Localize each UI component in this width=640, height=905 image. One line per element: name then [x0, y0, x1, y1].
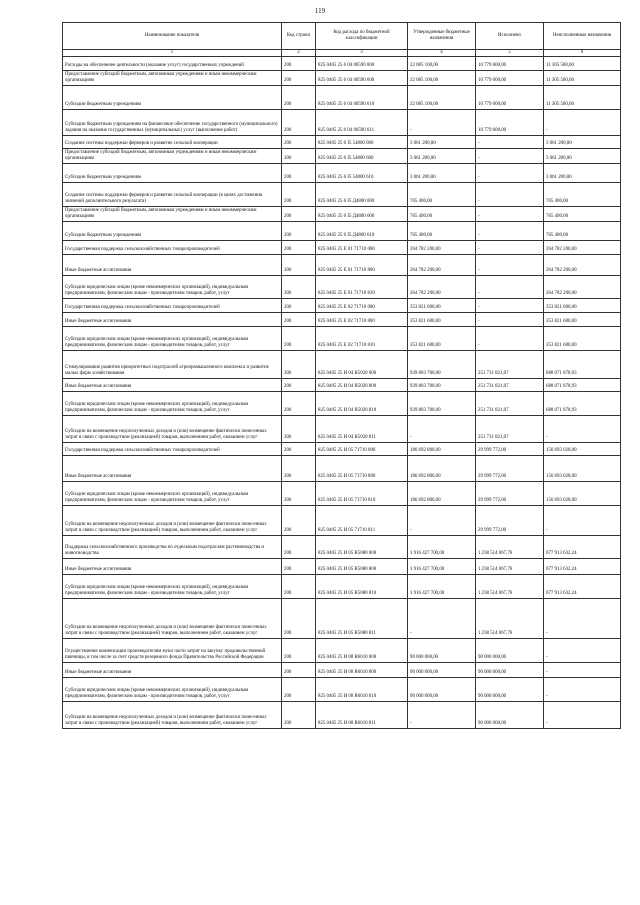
- row-approved: 939 803 700,00: [408, 350, 476, 378]
- row-approved: 186 692 800,00: [408, 481, 476, 505]
- row-budget-code: 825 0405 25 И 04 R5020 800: [316, 378, 408, 391]
- table-row: [63, 378, 621, 391]
- row-line-code: 200: [282, 701, 316, 728]
- row-unexecuted: -: [544, 677, 621, 701]
- row-budget-code: 825 0405 25 И 05 R5080 800: [316, 558, 408, 574]
- row-executed: -: [476, 182, 544, 206]
- row-approved: 353 821 600,00: [408, 326, 476, 350]
- column-number: 1: [63, 50, 282, 57]
- column-number: 5: [476, 50, 544, 57]
- header-executed: Исполнено: [476, 23, 544, 50]
- row-line-code: 200: [282, 312, 316, 326]
- row-budget-code: 825 0405 25 И 05 R5080 000: [316, 535, 408, 558]
- row-budget-code: 825 0405 25 И 08 R6010 800: [316, 662, 408, 677]
- row-name: Субсидии юридическим лицам (кроме некоммерческих организаций), индивидуальным предпринимателям, физическим лицам - производителям товаров, работ, услуг: [63, 481, 282, 505]
- table-row: [63, 312, 621, 326]
- row-unexecuted: 3 061 200,00: [544, 163, 621, 182]
- table-row: [63, 326, 621, 350]
- row-approved: 1 916 427 700,00: [408, 558, 476, 574]
- row-line-code: 200: [282, 350, 316, 378]
- row-unexecuted: 156 693 028,00: [544, 442, 621, 455]
- table-row: [63, 455, 621, 481]
- row-approved: 765 400,00: [408, 182, 476, 206]
- header-indicator-name: Наименование показателя: [63, 23, 282, 50]
- row-line-code: 200: [282, 206, 316, 221]
- row-approved: 90 000 000,00: [408, 677, 476, 701]
- row-unexecuted: -: [544, 505, 621, 535]
- row-executed: -: [476, 135, 544, 148]
- row-executed: 29 999 772,00: [476, 442, 544, 455]
- table-row: [63, 558, 621, 574]
- row-budget-code: 825 0405 25 Е 02 71710 000: [316, 298, 408, 312]
- row-unexecuted: 688 071 878,93: [544, 391, 621, 415]
- row-unexecuted: -: [544, 109, 621, 135]
- row-budget-code: 825 0405 25 И 05 R5080 810: [316, 574, 408, 598]
- row-line-code: 200: [282, 109, 316, 135]
- row-budget-code: 825 0405 25 6 I5 54800 610: [316, 163, 408, 182]
- row-unexecuted: 677 913 632,24: [544, 574, 621, 598]
- table-row: [63, 677, 621, 701]
- row-line-code: 200: [282, 455, 316, 481]
- row-executed: 90 000 000,00: [476, 638, 544, 662]
- table-body: [63, 57, 621, 729]
- row-unexecuted: 353 821 600,00: [544, 312, 621, 326]
- table-row: [63, 148, 621, 163]
- row-name: Иные бюджетные ассигнования: [63, 312, 282, 326]
- table-row: [63, 701, 621, 728]
- row-budget-code: 825 0405 25 6 04 00590 610: [316, 85, 408, 109]
- row-budget-code: 825 0405 25 6 I5 54800 600: [316, 148, 408, 163]
- row-executed: 10 779 600,00: [476, 109, 544, 135]
- row-approved: -: [408, 415, 476, 442]
- table-row: [63, 662, 621, 677]
- row-approved: 3 061 200,00: [408, 163, 476, 182]
- row-unexecuted: 264 782 200,00: [544, 254, 621, 275]
- table-header-row: [63, 23, 621, 50]
- row-unexecuted: 156 693 028,00: [544, 481, 621, 505]
- row-approved: 765 400,00: [408, 221, 476, 240]
- row-unexecuted: 3 061 200,00: [544, 135, 621, 148]
- column-number: 2: [282, 50, 316, 57]
- row-executed: -: [476, 326, 544, 350]
- row-approved: 3 061 200,00: [408, 148, 476, 163]
- row-unexecuted: 11 305 500,00: [544, 57, 621, 71]
- row-budget-code: 825 0405 25 И 04 R5020 810: [316, 391, 408, 415]
- row-line-code: 200: [282, 505, 316, 535]
- row-name: Осуществление компенсации производителям муки части затрат на закупку продовольственной пшеницы, в том числе за счет средств резервного фонда Правительства Российской Федерации: [63, 638, 282, 662]
- table-row: [63, 85, 621, 109]
- row-executed: 251 731 821,07: [476, 350, 544, 378]
- row-unexecuted: -: [544, 701, 621, 728]
- row-name: Субсидии бюджетным учреждениям: [63, 85, 282, 109]
- row-executed: 90 000 000,00: [476, 701, 544, 728]
- table-row: [63, 505, 621, 535]
- row-name: Субсидии бюджетным учреждениям: [63, 163, 282, 182]
- row-executed: 251 731 821,07: [476, 378, 544, 391]
- column-number-row: [63, 50, 621, 57]
- row-budget-code: 825 0405 25 Е 01 71710 810: [316, 275, 408, 298]
- header-unexecuted: Неисполненные назначения: [544, 23, 621, 50]
- row-unexecuted: 677 913 632,24: [544, 535, 621, 558]
- row-name: Субсидии бюджетным учреждениям: [63, 221, 282, 240]
- row-executed: 10 779 600,00: [476, 85, 544, 109]
- table-row: [63, 163, 621, 182]
- row-line-code: 200: [282, 221, 316, 240]
- table-row: [63, 206, 621, 221]
- row-executed: 29 999 772,00: [476, 505, 544, 535]
- row-budget-code: 825 0405 25 И 04 R5020 000: [316, 350, 408, 378]
- row-name: Предоставление субсидий бюджетным, автономным учреждениям и иным некоммерческим организациям: [63, 148, 282, 163]
- row-line-code: 200: [282, 275, 316, 298]
- row-budget-code: 825 0405 25 И 08 R6010 811: [316, 701, 408, 728]
- row-name: Субсидии на возмещение недополученных доходов и (или) возмещение фактически понесенных затрат в связи с производством (реализацией) товаров, выполнением работ, оказанием услуг: [63, 415, 282, 442]
- row-budget-code: 825 0405 25 И 05 71710 000: [316, 442, 408, 455]
- row-budget-code: 825 0405 25 Е 01 71710 000: [316, 240, 408, 254]
- row-executed: -: [476, 312, 544, 326]
- row-budget-code: 825 0405 25 6 04 00590 000: [316, 57, 408, 71]
- row-line-code: 200: [282, 598, 316, 638]
- row-unexecuted: 765 400,00: [544, 182, 621, 206]
- row-budget-code: 825 0405 25 И 08 R6010 810: [316, 677, 408, 701]
- row-line-code: 200: [282, 326, 316, 350]
- row-budget-code: 825 0405 25 И 05 71710 800: [316, 455, 408, 481]
- table-row: [63, 221, 621, 240]
- row-name: Субсидии на возмещение недополученных доходов и (или) возмещение фактически понесенных затрат в связи с производством (реализацией) товаров, выполнением работ, оказанием услуг: [63, 701, 282, 728]
- table-row: [63, 535, 621, 558]
- row-approved: -: [408, 701, 476, 728]
- row-name: Субсидии юридическим лицам (кроме некоммерческих организаций), индивидуальным предпринимателям, физическим лицам - производителям товаров, работ, услуг: [63, 574, 282, 598]
- row-name: Поддержка сельскохозяйственного производства по отдельным подотраслям растениеводства и животноводства: [63, 535, 282, 558]
- row-executed: 1 238 514 067,76: [476, 574, 544, 598]
- row-line-code: 200: [282, 135, 316, 148]
- row-line-code: 200: [282, 163, 316, 182]
- table-row: [63, 109, 621, 135]
- row-name: Иные бюджетные ассигнования: [63, 662, 282, 677]
- row-budget-code: 825 0405 25 И 04 R5020 811: [316, 415, 408, 442]
- row-line-code: 200: [282, 442, 316, 455]
- row-budget-code: 825 0405 25 И 05 R5080 811: [316, 598, 408, 638]
- row-unexecuted: 264 782 200,00: [544, 275, 621, 298]
- row-name: Иные бюджетные ассигнования: [63, 558, 282, 574]
- row-executed: 10 779 600,00: [476, 57, 544, 71]
- row-line-code: 200: [282, 57, 316, 71]
- row-unexecuted: -: [544, 415, 621, 442]
- row-approved: -: [408, 109, 476, 135]
- row-line-code: 200: [282, 574, 316, 598]
- table-row: [63, 298, 621, 312]
- row-name: Субсидии юридическим лицам (кроме некоммерческих организаций), индивидуальным предпринимателям, физическим лицам - производителям товаров, работ, услуг: [63, 391, 282, 415]
- row-executed: 251 731 821,07: [476, 415, 544, 442]
- row-approved: 264 782 200,00: [408, 254, 476, 275]
- table-row: [63, 442, 621, 455]
- row-executed: 90 000 000,00: [476, 677, 544, 701]
- row-line-code: 200: [282, 638, 316, 662]
- row-budget-code: 825 0405 25 Е 02 71710 810: [316, 326, 408, 350]
- row-executed: 1 238 514 067,76: [476, 598, 544, 638]
- column-number: 6: [544, 50, 621, 57]
- row-executed: -: [476, 163, 544, 182]
- row-unexecuted: 765 400,00: [544, 221, 621, 240]
- table-row: [63, 275, 621, 298]
- column-number: 3: [316, 50, 408, 57]
- row-executed: 251 731 821,07: [476, 391, 544, 415]
- row-name: Иные бюджетные ассигнования: [63, 455, 282, 481]
- row-executed: -: [476, 221, 544, 240]
- column-number: 4: [408, 50, 476, 57]
- table-row: [63, 415, 621, 442]
- row-name: Субсидии на возмещение недополученных доходов и (или) возмещение фактически понесенных затрат в связи с производством (реализацией) товаров, выполнением работ, оказанием услуг: [63, 505, 282, 535]
- row-approved: 90 000 000,00: [408, 638, 476, 662]
- row-approved: 90 000 000,00: [408, 662, 476, 677]
- row-line-code: 200: [282, 535, 316, 558]
- header-approved: Утвержденные бюджетные назначения: [408, 23, 476, 50]
- header-budget-code: Код расхода по бюджетной классификации: [316, 23, 408, 50]
- row-approved: 22 085 100,00: [408, 57, 476, 71]
- row-line-code: 200: [282, 558, 316, 574]
- row-name: Субсидии на возмещение недополученных доходов и (или) возмещение фактически понесенных затрат в связи с производством (реализацией) товаров, выполнением работ, оказанием услуг: [63, 598, 282, 638]
- row-line-code: 200: [282, 378, 316, 391]
- row-name: Субсидии юридическим лицам (кроме некоммерческих организаций), индивидуальным предпринимателям, физическим лицам - производителям товаров, работ, услуг: [63, 326, 282, 350]
- row-approved: 186 692 800,00: [408, 455, 476, 481]
- row-line-code: 200: [282, 71, 316, 86]
- row-budget-code: 825 0405 25 6 I5 54800 000: [316, 135, 408, 148]
- row-approved: 353 821 600,00: [408, 312, 476, 326]
- row-budget-code: 825 0405 25 6 I5 Д4800 600: [316, 206, 408, 221]
- row-name: Государственная поддержка сельскохозяйственных товаропроизводителей: [63, 240, 282, 254]
- row-unexecuted: 677 913 632,24: [544, 558, 621, 574]
- row-executed: -: [476, 240, 544, 254]
- row-name: Иные бюджетные ассигнования: [63, 254, 282, 275]
- row-unexecuted: -: [544, 662, 621, 677]
- table-row: [63, 574, 621, 598]
- row-unexecuted: 353 821 600,00: [544, 298, 621, 312]
- row-line-code: 200: [282, 391, 316, 415]
- row-unexecuted: 264 782 200,00: [544, 240, 621, 254]
- table-row: [63, 350, 621, 378]
- row-approved: 22 085 100,00: [408, 71, 476, 86]
- table-row: [63, 638, 621, 662]
- table-row: [63, 182, 621, 206]
- row-approved: -: [408, 505, 476, 535]
- row-unexecuted: 3 061 200,00: [544, 148, 621, 163]
- row-unexecuted: -: [544, 598, 621, 638]
- row-line-code: 200: [282, 415, 316, 442]
- row-executed: 29 999 772,00: [476, 455, 544, 481]
- row-name: Предоставление субсидий бюджетным, автономным учреждениям и иным некоммерческим организациям: [63, 71, 282, 86]
- row-budget-code: 825 0405 25 6 I5 Д4800 610: [316, 221, 408, 240]
- row-approved: 939 803 700,00: [408, 391, 476, 415]
- row-line-code: 200: [282, 182, 316, 206]
- row-unexecuted: 11 305 500,00: [544, 85, 621, 109]
- row-name: Расходы на обеспечение деятельности (оказание услуг) государственных учреждений: [63, 57, 282, 71]
- table-row: [63, 598, 621, 638]
- table-row: [63, 57, 621, 71]
- row-approved: 765 400,00: [408, 206, 476, 221]
- row-budget-code: 825 0405 25 Е 02 71710 800: [316, 312, 408, 326]
- row-line-code: 200: [282, 298, 316, 312]
- row-budget-code: 825 0405 25 6 I5 Д4800 000: [316, 182, 408, 206]
- row-executed: -: [476, 298, 544, 312]
- row-approved: 186 692 800,00: [408, 442, 476, 455]
- row-name: Предоставление субсидий бюджетным, автономным учреждениям и иным некоммерческим организациям: [63, 206, 282, 221]
- row-name: Государственная поддержка сельскохозяйственных товаропроизводителей: [63, 442, 282, 455]
- row-name: Создание системы поддержки фермеров и развитие сельской кооперации (в целях достижения значений дополнительного результата): [63, 182, 282, 206]
- row-executed: 29 999 772,00: [476, 481, 544, 505]
- row-name: Создание системы поддержки фермеров и развитие сельской кооперации: [63, 135, 282, 148]
- row-name: Иные бюджетные ассигнования: [63, 378, 282, 391]
- row-name: Субсидии юридическим лицам (кроме некоммерческих организаций), индивидуальным предпринимателям, физическим лицам - производителям товаров, работ, услуг: [63, 275, 282, 298]
- row-line-code: 200: [282, 85, 316, 109]
- row-budget-code: 825 0405 25 И 08 R6010 000: [316, 638, 408, 662]
- page-number: 119: [314, 7, 326, 15]
- table-row: [63, 254, 621, 275]
- row-executed: -: [476, 254, 544, 275]
- row-approved: 939 803 700,00: [408, 378, 476, 391]
- row-budget-code: 825 0405 25 Е 01 71710 800: [316, 254, 408, 275]
- table-row: [63, 240, 621, 254]
- row-budget-code: 825 0405 25 6 04 00590 600: [316, 71, 408, 86]
- table-row: [63, 135, 621, 148]
- row-approved: -: [408, 598, 476, 638]
- header-line-code: Код строки: [282, 23, 316, 50]
- budget-execution-table: [62, 22, 621, 729]
- row-unexecuted: 156 693 028,00: [544, 455, 621, 481]
- row-line-code: 200: [282, 481, 316, 505]
- row-executed: -: [476, 148, 544, 163]
- row-unexecuted: 353 821 600,00: [544, 326, 621, 350]
- row-line-code: 200: [282, 254, 316, 275]
- row-line-code: 200: [282, 662, 316, 677]
- row-unexecuted: 11 305 500,00: [544, 71, 621, 86]
- row-approved: 1 916 427 700,00: [408, 535, 476, 558]
- row-approved: 264 782 200,00: [408, 275, 476, 298]
- row-unexecuted: -: [544, 638, 621, 662]
- row-name: Субсидии юридическим лицам (кроме некоммерческих организаций), индивидуальным предпринимателям, физическим лицам - производителям товаров, работ, услуг: [63, 677, 282, 701]
- row-executed: -: [476, 275, 544, 298]
- row-name: Государственная поддержка сельскохозяйственных товаропроизводителей: [63, 298, 282, 312]
- row-executed: -: [476, 206, 544, 221]
- row-name: Субсидии бюджетным учреждениям на финансовое обеспечение государственного (муниципального) задания на оказание государственных (муниципальных) услуг (выполнение работ): [63, 109, 282, 135]
- row-name: Стимулирование развития приоритетных подотраслей агропромышленного комплекса и развитие малых форм хозяйствования: [63, 350, 282, 378]
- row-approved: 264 782 200,00: [408, 240, 476, 254]
- row-approved: 353 821 600,00: [408, 298, 476, 312]
- table-row: [63, 71, 621, 86]
- row-unexecuted: 688 071 878,93: [544, 378, 621, 391]
- row-line-code: 200: [282, 148, 316, 163]
- row-budget-code: 825 0405 25 6 04 00590 611: [316, 109, 408, 135]
- row-executed: 90 000 000,00: [476, 662, 544, 677]
- row-budget-code: 825 0405 25 И 05 71710 811: [316, 505, 408, 535]
- row-approved: 3 061 200,00: [408, 135, 476, 148]
- row-approved: 22 085 100,00: [408, 85, 476, 109]
- row-executed: 10 779 600,00: [476, 71, 544, 86]
- row-executed: 1 238 514 067,76: [476, 535, 544, 558]
- row-line-code: 200: [282, 677, 316, 701]
- row-unexecuted: 688 071 878,93: [544, 350, 621, 378]
- table-row: [63, 481, 621, 505]
- row-line-code: 200: [282, 240, 316, 254]
- table-row: [63, 391, 621, 415]
- row-unexecuted: 765 400,00: [544, 206, 621, 221]
- row-executed: 1 238 514 067,76: [476, 558, 544, 574]
- row-approved: 1 916 427 700,00: [408, 574, 476, 598]
- row-budget-code: 825 0405 25 И 05 71710 810: [316, 481, 408, 505]
